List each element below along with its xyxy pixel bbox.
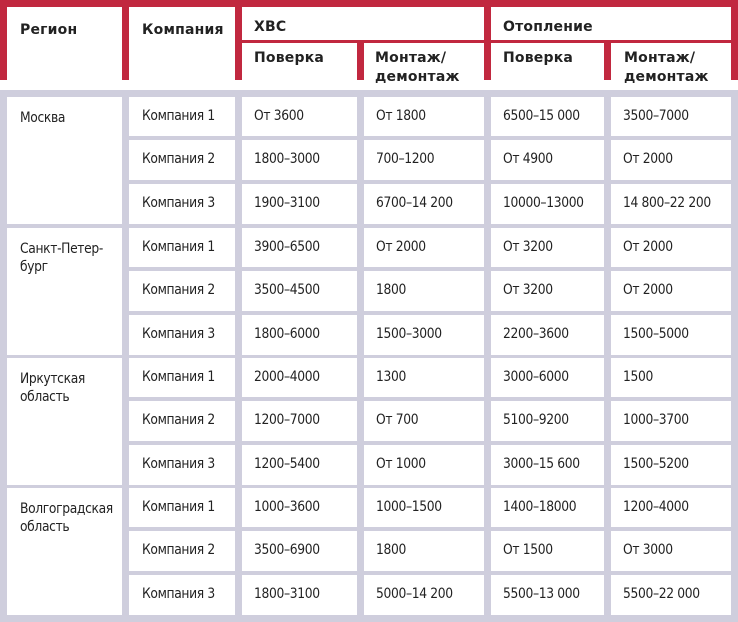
heating-install-cell [611,531,731,571]
region-cell [7,228,122,355]
company-cell [129,531,235,571]
hvs-check-cell [242,488,357,527]
price-value: От 2000 [376,239,426,255]
price-value: 3000–6000 [503,369,569,385]
price-value: 1800 [376,282,406,298]
price-value: 5100–9200 [503,412,569,428]
heating-install-cell [611,315,731,355]
price-value: 14 800–22 200 [623,195,711,211]
price-value: 1300 [376,369,406,385]
heating-install-cell [611,271,731,311]
price-value: 1800 [376,542,406,558]
hvs-install-cell [364,271,484,311]
header-heating-install-label: Монтаж/ демонтаж [624,50,709,85]
company-name: Компания 1 [142,499,215,515]
company-name: Компания 2 [142,412,215,428]
heating-check-cell [491,271,604,311]
price-value: От 3200 [503,282,553,298]
company-cell [129,140,235,180]
hvs-check-cell [242,184,357,224]
price-value: От 2000 [623,239,673,255]
price-value: 1500–3000 [376,326,442,342]
company-name: Компания 1 [142,369,215,385]
price-value: От 3000 [623,542,673,558]
price-value: От 700 [376,412,419,428]
header-region-label: Регион [20,22,78,38]
price-value: 1400–18000 [503,499,577,515]
heating-install-cell [611,184,731,224]
price-value: 1000–3600 [254,499,320,515]
hvs-check-cell [242,401,357,441]
hvs-install-cell [364,140,484,180]
price-value: 1200–5400 [254,456,320,472]
header-company [129,7,235,80]
hvs-check-cell [242,140,357,180]
price-value: 700–1200 [376,151,435,167]
price-value: 1500–5000 [623,326,689,342]
company-name: Компания 3 [142,456,215,472]
company-cell [129,315,235,355]
company-cell [129,358,235,397]
price-value: 2000–4000 [254,369,320,385]
region-name: Волгоградская область [20,501,113,535]
header-hvs-install [364,43,484,85]
header-heating-check-label: Поверка [503,50,574,66]
price-value: От 3200 [503,239,553,255]
region-cell [7,97,122,224]
heating-install-cell [611,575,731,615]
region-name: Москва [20,110,66,126]
company-name: Компания 2 [142,282,215,298]
heating-check-cell [491,315,604,355]
hvs-check-cell [242,358,357,397]
heating-check-cell [491,401,604,441]
heating-check-cell [491,358,604,397]
price-value: 3500–6900 [254,542,320,558]
price-value: 1500–5200 [623,456,689,472]
price-value: От 1800 [376,108,426,124]
table-header [0,0,738,85]
price-value: 6700–14 200 [376,195,453,211]
company-cell [129,445,235,485]
price-value: 1900–3100 [254,195,320,211]
price-value: 6500–15 000 [503,108,580,124]
company-cell [129,228,235,267]
header-group-heating-label: Отопление [503,19,593,35]
heating-install-cell [611,97,731,136]
price-value: 3900–6500 [254,239,320,255]
heating-check-cell [491,575,604,615]
hvs-check-cell [242,445,357,485]
price-value: 1800–6000 [254,326,320,342]
hvs-install-cell [364,184,484,224]
price-value: От 4900 [503,151,553,167]
hvs-install-cell [364,488,484,527]
price-value: 1500 [623,369,653,385]
header-hvs-check [242,43,357,80]
company-name: Компания 3 [142,195,215,211]
hvs-check-cell [242,575,357,615]
price-value: 1200–7000 [254,412,320,428]
hvs-install-cell [364,401,484,441]
heating-install-cell [611,228,731,267]
region-cell [7,488,122,615]
hvs-check-cell [242,97,357,136]
company-name: Компания 1 [142,239,215,255]
heating-check-cell [491,531,604,571]
header-hvs-check-label: Поверка [254,50,325,66]
header-divider [484,0,491,40]
price-value: 3000–15 600 [503,456,580,472]
price-value: 5500–22 000 [623,586,700,602]
price-value: 1800–3000 [254,151,320,167]
header-group-hvs-label: ХВС [254,19,287,35]
company-name: Компания 2 [142,151,215,167]
heating-check-cell [491,445,604,485]
price-value: 1000–3700 [623,412,689,428]
hvs-install-cell [364,315,484,355]
price-value: 3500–7000 [623,108,689,124]
hvs-check-cell [242,531,357,571]
hvs-check-cell [242,271,357,311]
company-name: Компания 2 [142,542,215,558]
header-region [7,7,122,80]
price-value: От 1000 [376,456,426,472]
company-cell [129,271,235,311]
hvs-check-cell [242,228,357,267]
hvs-install-cell [364,445,484,485]
company-name: Компания 3 [142,586,215,602]
company-name: Компания 1 [142,108,215,124]
company-cell [129,488,235,527]
heating-install-cell [611,445,731,485]
heating-check-cell [491,184,604,224]
header-company-label: Компания [142,22,224,38]
hvs-install-cell [364,575,484,615]
heating-check-cell [491,228,604,267]
heating-check-cell [491,97,604,136]
hvs-install-cell [364,531,484,571]
price-value: 5000–14 200 [376,586,453,602]
price-value: 1200–4000 [623,499,689,515]
hvs-install-cell [364,358,484,397]
hvs-check-cell [242,315,357,355]
price-value: 1000–1500 [376,499,442,515]
price-value: 2200–3600 [503,326,569,342]
price-value: От 1500 [503,542,553,558]
header-hvs-install-label: Монтаж/ демонтаж [375,50,460,85]
region-cell [7,358,122,485]
heating-check-cell [491,140,604,180]
heating-install-cell [611,401,731,441]
heating-install-cell [611,358,731,397]
hvs-install-cell [364,97,484,136]
price-value: 5500–13 000 [503,586,580,602]
price-value: 10000–13000 [503,195,584,211]
region-name: Санкт-Петер-бург [20,241,103,275]
price-value: От 3600 [254,108,304,124]
header-heating-check [491,43,604,80]
heating-check-cell [491,488,604,527]
company-cell [129,575,235,615]
header-heating-install [611,43,731,85]
company-cell [129,97,235,136]
price-value: От 2000 [623,282,673,298]
region-name: Иркутская область [20,371,85,405]
heating-install-cell [611,488,731,527]
price-value: 3500–4500 [254,282,320,298]
heating-install-cell [611,140,731,180]
hvs-install-cell [364,228,484,267]
company-name: Компания 3 [142,326,215,342]
price-value: От 2000 [623,151,673,167]
price-value: 1800–3100 [254,586,320,602]
company-cell [129,184,235,224]
company-cell [129,401,235,441]
header-group-heating [491,7,731,40]
